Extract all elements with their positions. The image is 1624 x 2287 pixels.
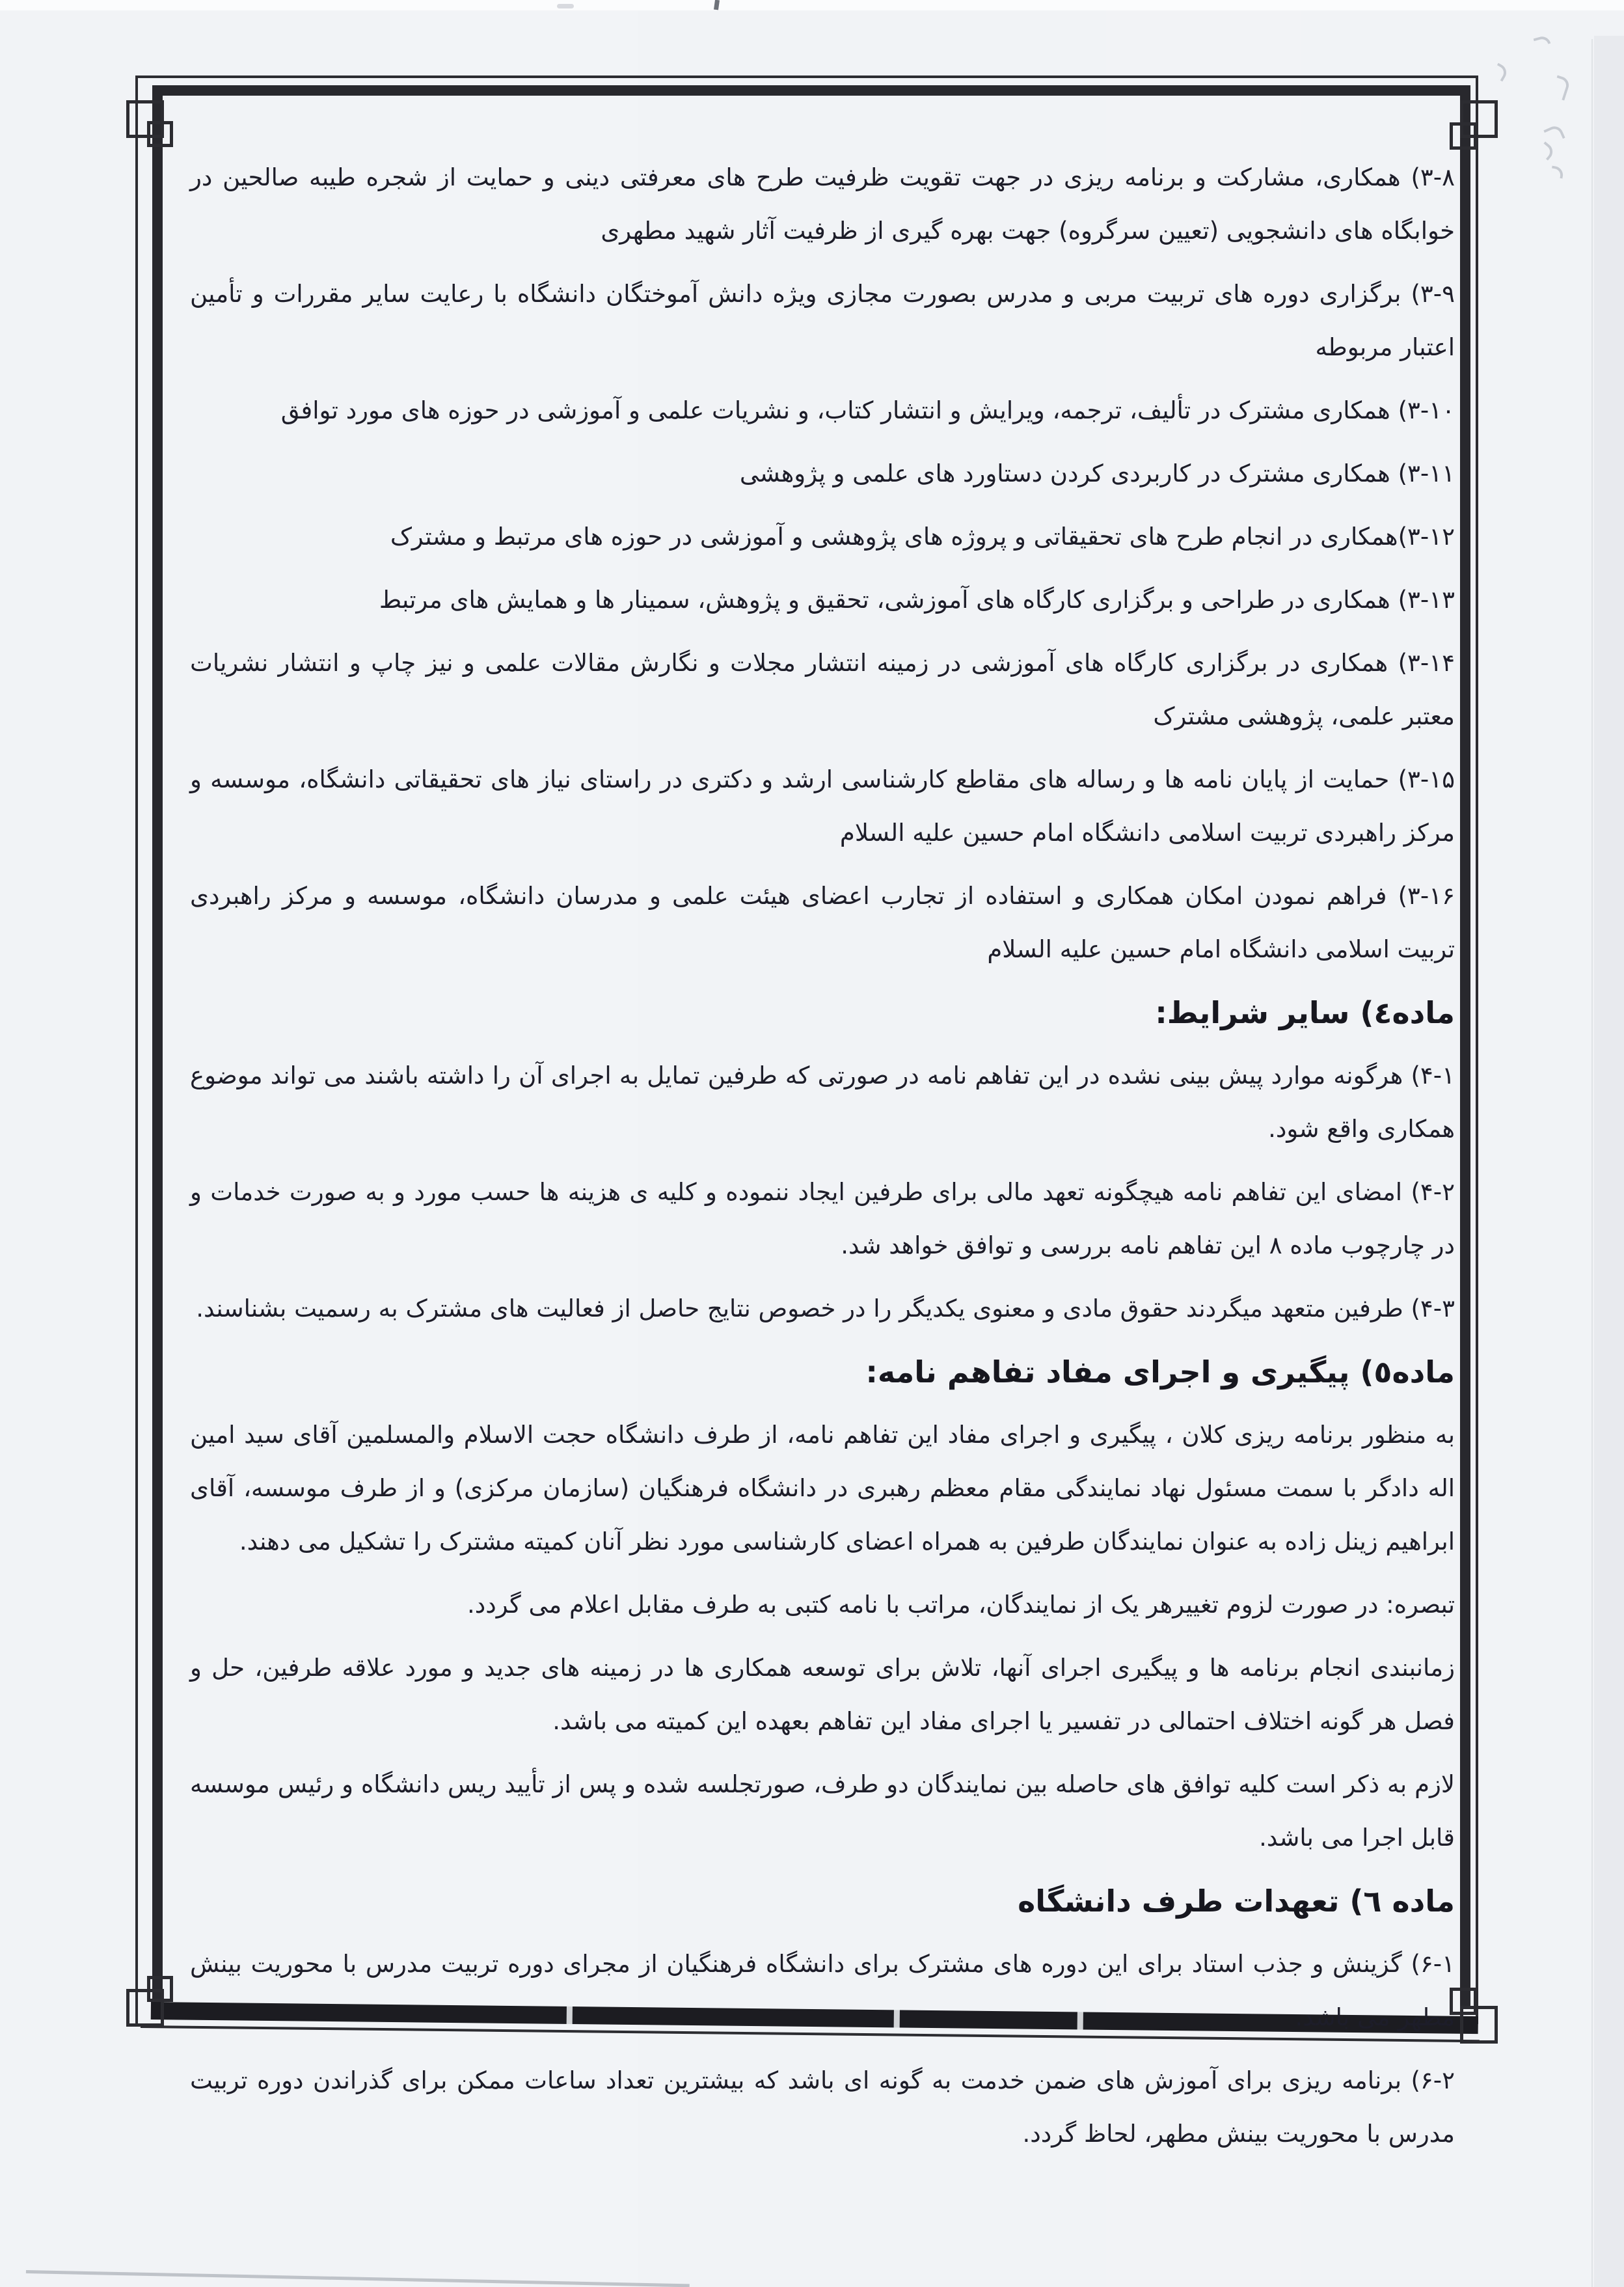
scanner-bed-line [26,2270,690,2287]
para-note: تبصره: در صورت لزوم تغییرهر یک از نمایندگان، مراتب با نامه کتبی به طرف مقابل اعلام می گردد. [467,1591,1455,1619]
clause-3-11: ۳-۱۱) همکاری مشترک در کاربردی کردن دستاورد های علمی و پژوهشی [739,459,1455,487]
heading-article-4: ماده٤) سایر شرایط: [1155,995,1455,1030]
scan-artifact-pen-mark [1550,75,1571,100]
heading-article-6: ماده ٦) تعهدات طرف دانشگاه [1018,1883,1455,1919]
clause-3-12: ۳-۱۲)همکاری در انجام طرح های تحقیقاتی و پروژه های پژوهشی و آموزشی در حوزه های مرتبط و مشترک [390,523,1455,551]
clause-3-15: ۳-۱۵) حمایت از پایان نامه ها و رساله های مقاطع کارشناسی ارشد و دکتری در راستای نیاز های تحقیقاتی دانشگاه، موسسه و مرکز راهبردی تربیت اسلامی دانشگاه امام حسین علیه السلام [190,765,1455,847]
scan-artifact-speck [714,0,720,10]
scan-artifact-pen-mark [1491,62,1509,81]
clause-4-1: ۴-۱) هرگونه موارد پیش بینی نشده در این تفاهم نامه در صورتی که طرفین تمایل به اجرای آن را داشته باشند می تواند موضوع همکاری واقع شود. [190,1061,1455,1143]
clause-4-2: ۴-۲) امضای این تفاهم نامه هیچگونه تعهد مالی برای طرفین ایجاد ننموده و کلیه ی هزینه ها حسب مورد و به صورت خدمات و در چارچوب ماده ۸ این تفاهم نامه بررسی و توافق خواهد شد. [190,1178,1455,1259]
scan-artifact-pen-mark [1534,34,1551,48]
scan-artifact-pen-mark [1550,165,1565,178]
paper-edge-shadow [1594,36,1624,2287]
clause-3-14: ۳-۱۴) همکاری در برگزاری کارگاه های آموزشی در زمینه انتشار مجلات و نگارش مقالات علمی و نیز چاپ و انتشار نشریات معتبر علمی، پژوهشی مشترک [190,649,1455,730]
heading-article-5: ماده٥) پیگیری و اجرای مفاد تفاهم نامه: [865,1354,1455,1390]
corner-ornament-top-right [1450,122,1477,150]
clause-3-8: ۳-۸) همکاری، مشارکت و برنامه ریزی در جهت تقویت ظرفیت طرح های معرفتی دینی و حمایت از شجره طیبه صالحین در خوابگاه های دانشجویی (تعیین سرگروه) جهت بهره گیری از ظرفیت آثار شهید مطهری [190,163,1455,245]
scan-artifact-smudge [557,4,574,8]
clause-3-10: ۳-۱۰) همکاری مشترک در تألیف، ترجمه، ویرایش و انتشار کتاب، و نشریات علمی و آموزشی در حوزه های مورد توافق [280,396,1455,424]
para-approval: لازم به ذکر است کلیه توافق های حاصله بین نمایندگان دو طرف، صورتجلسه شده و پس از تأیید ریس دانشگاه و رئیس موسسه قابل اجرا می باشد. [190,1770,1455,1852]
clause-4-3: ۴-۳) طرفین متعهد میگردند حقوق مادی و معنوی یکدیگر را در خصوص نتایج حاصل از فعالیت های مشترک به رسمیت بشناسند. [196,1294,1455,1322]
clause-6-2: ۶-۲) برنامه ریزی برای آموزش های ضمن خدمت به گونه ای باشد که بیشترین تعداد ساعات ممکن برای گذراندن دوره تربیت مدرس با محوریت بینش مطهر، لحاظ گردد. [190,2066,1455,2148]
clause-3-9: ۳-۹) برگزاری دوره های تربیت مربی و مدرس بصورت مجازی ویژه دانش آموختگان دانشگاه با رعایت سایر مقررات و تأمین اعتبار مربوطه [190,280,1455,361]
paper-edge-line [1591,39,1593,2287]
corner-ornament-top-left [147,121,173,147]
para-scheduling: زمانبندی انجام برنامه ها و پیگیری اجرای آنها، تلاش برای توسعه همکاری ها در زمینه های جدید و مورد علاقه طرفین، حل و فصل هر گونه اختلاف احتمالی در تفسیر یا اجرای مفاد این تفاهم بعهده این کمیته می باشد. [190,1654,1455,1735]
scan-artifact-pen-mark [1543,124,1565,145]
scanner-edge-strip [0,0,1624,10]
para-joint-committee: به منظور برنامه ریزی کلان ، پیگیری و اجرای مفاد این تفاهم نامه، از طرف دانشگاه حجت الاسلام والمسلمین آقای سید امین اله دادگر با سمت مسئول نهاد نمایندگی مقام معظم رهبری در دانشگاه فرهنگیان (سازمان مرکزی) و از طرف موسسه، آقای ابراهیم زینل زاده به عنوان نمایندگان طرفین به همراه اعضای کارشناسی مورد نظر آنان کمیته مشترک را تشکیل می دهند. [190,1421,1455,1555]
clause-6-1: ۶-۱) گزینش و جذب استاد برای این دوره های مشترک برای دانشگاه فرهنگیان از مجرای دوره تربیت مدرس با محوریت بینش مطهر می باشد. [190,1950,1455,2031]
corner-ornament-bottom-left [147,1976,173,2002]
scan-artifact-pen-mark [1537,141,1556,160]
clause-3-13: ۳-۱۳) همکاری در طراحی و برگزاری کارگاه های آموزشی، تحقیق و پژوهش، سمینار ها و همایش های مرتبط [379,586,1455,614]
document-body [190,151,1455,2171]
clause-3-16: ۳-۱۶) فراهم نمودن امکان همکاری و استفاده از تجارب اعضای هیئت علمی و مدرسان دانشگاه، موسسه و مرکز راهبردی تربیت اسلامی دانشگاه امام حسین علیه السلام [190,882,1455,963]
